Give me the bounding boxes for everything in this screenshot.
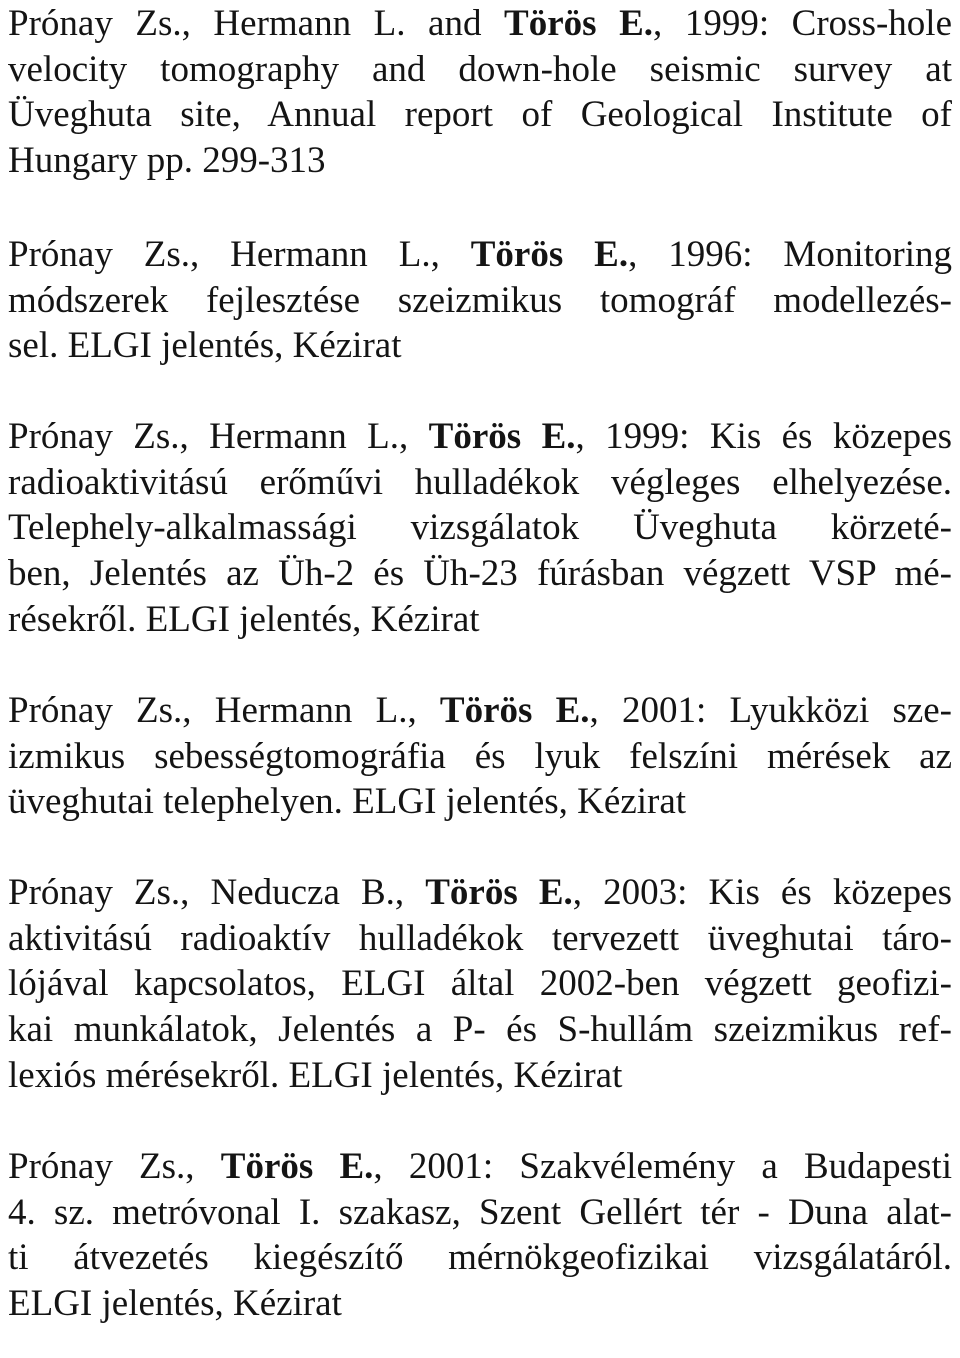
- reference-year-title: , 2003: Kis és közepes: [572, 872, 952, 913]
- reference-line: [8, 504, 952, 552]
- reference-line: [8, 459, 952, 507]
- reference-text: üveghutai telephelyen. ELGI jelentés, Kézirat: [8, 781, 687, 823]
- reference-text: résekről. ELGI jelentés, Kézirat: [8, 598, 480, 640]
- highlighted-author: Törös E.: [220, 1146, 374, 1187]
- reference-line: [8, 137, 952, 185]
- reference-year-title: , 2001: Lyukközi sze-: [589, 690, 952, 731]
- reference-line: [8, 1143, 952, 1191]
- reference-text: 4. sz. metróvonal I. szakasz, Szent Gellért tér - Duna alat-: [8, 1191, 952, 1233]
- reference-text: lexiós mérésekről. ELGI jelentés, Kézirat: [8, 1054, 623, 1096]
- reference-text: aktivitású radioaktív hulladékok tervezett üveghutai táro-: [8, 917, 952, 959]
- reference-line: [8, 733, 952, 781]
- reference-authors: Prónay Zs.,: [8, 1146, 221, 1187]
- reference-text: kai munkálatok, Jelentés a P- és S-hullám szeizmikus ref-: [8, 1009, 952, 1051]
- reference-year-title: , 1996: Monitoring: [628, 234, 952, 275]
- reference-authors: Prónay Zs., Hermann L. and: [8, 3, 505, 44]
- highlighted-author: Törös E.: [428, 416, 576, 457]
- reference-authors: Prónay Zs., Hermann L.,: [8, 690, 440, 731]
- reference-authors: Prónay Zs., Hermann L.,: [8, 416, 429, 457]
- reference-year-title: , 2001: Szakvélemény a Budapesti: [373, 1146, 952, 1187]
- reference-year-title: , 1999: Kis és közepes: [575, 416, 952, 457]
- reference-line: [8, 0, 952, 48]
- highlighted-author: Törös E.: [504, 3, 654, 44]
- reference-line: [8, 550, 952, 598]
- reference-line: [8, 1234, 952, 1282]
- reference-line: [8, 960, 952, 1008]
- reference-line: [8, 915, 952, 963]
- highlighted-author: Törös E.: [425, 872, 573, 913]
- reference-text: Telephely-alkalmassági vizsgálatok Üveghuta körzeté-: [8, 507, 952, 549]
- reference-text: ben, Jelentés az Üh-2 és Üh-23 fúrásban végzett VSP mé-: [8, 553, 952, 595]
- reference-text: módszerek fejlesztése szeizmikus tomográf modellezés-: [8, 279, 952, 321]
- reference-text: radioaktivitású erőművi hulladékok végleges elhelyezése.: [8, 461, 952, 503]
- highlighted-author: Törös E.: [439, 690, 590, 731]
- reference-text: Üveghuta site, Annual report of Geological Institute of: [8, 94, 952, 136]
- reference-line: [8, 1189, 952, 1237]
- reference-line: [8, 1052, 952, 1100]
- reference-line: [8, 91, 952, 139]
- reference-line: [8, 277, 952, 325]
- reference-text: velocity tomography and down-hole seismic survey at: [8, 48, 952, 90]
- reference-line: [8, 231, 952, 279]
- reference-text: lójával kapcsolatos, ELGI által 2002-ben végzett geofizi-: [8, 963, 952, 1005]
- reference-text: ELGI jelentés, Kézirat: [8, 1283, 342, 1325]
- reference-text: izmikus sebességtomográfia és lyuk felszíni mérések az: [8, 735, 952, 777]
- reference-line: [8, 46, 952, 94]
- reference-line: [8, 1280, 952, 1328]
- reference-line: [8, 322, 952, 370]
- reference-line: [8, 687, 952, 735]
- reference-line: [8, 778, 952, 826]
- reference-line: [8, 596, 952, 644]
- reference-line: [8, 869, 952, 917]
- reference-line: [8, 1006, 952, 1054]
- highlighted-author: Törös E.: [470, 234, 629, 275]
- reference-year-title: , 1999: Cross-hole: [653, 3, 952, 44]
- reference-text: Hungary pp. 299-313: [8, 140, 326, 182]
- reference-text: sel. ELGI jelentés, Kézirat: [8, 325, 402, 367]
- reference-text: ti átvezetés kiegészítő mérnökgeofizikai vizsgálatáról.: [8, 1237, 952, 1279]
- reference-line: [8, 413, 952, 461]
- reference-authors: Prónay Zs., Hermann L.,: [8, 234, 471, 275]
- reference-authors: Prónay Zs., Neducza B.,: [8, 872, 426, 913]
